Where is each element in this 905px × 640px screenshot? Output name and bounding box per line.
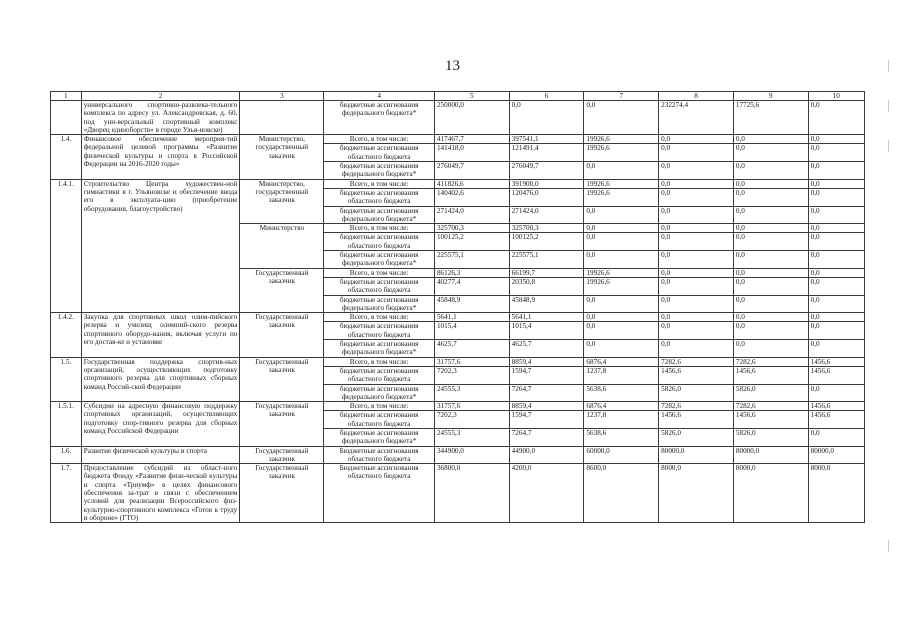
amount-cell: 0,0 (659, 295, 734, 313)
amount-cell: 1456,6 (808, 366, 864, 384)
amount-cell: 0,0 (733, 277, 808, 295)
amount-cell: 7202,3 (434, 366, 509, 384)
amount-cell: 325700,3 (434, 224, 509, 233)
amount-cell: 0,0 (733, 233, 808, 251)
amount-cell: 19926,6 (584, 179, 659, 188)
edge-mark (888, 100, 889, 112)
amount-cell: 31757,6 (434, 402, 509, 411)
amount-cell: 19926,6 (584, 144, 659, 162)
amount-cell: 7202,3 (434, 411, 509, 429)
amount-cell: 0,0 (808, 224, 864, 233)
item-name: Строительство Центра художествен-ной гимнастики в г. Ульяновске и обеспечение ввода его в эксплуата-цию (приобретение оборудования, благоустройство) (81, 179, 240, 312)
amount-cell: 0,0 (808, 322, 864, 340)
funding-source-cell: бюджетные ассигнования областного бюджета (324, 277, 435, 295)
column-header: 8 (659, 92, 734, 101)
amount-cell: 66199,7 (509, 268, 584, 277)
amount-cell: 0,0 (808, 340, 864, 358)
amount-cell: 0,0 (584, 313, 659, 322)
budget-table (50, 91, 865, 523)
amount-cell: 4625,7 (434, 340, 509, 358)
amount-cell: 100125,2 (434, 233, 509, 251)
amount-cell: 0,0 (733, 206, 808, 224)
funding-source-cell: бюджетные ассигнования областного бюджета (324, 188, 435, 206)
amount-cell: 0,0 (659, 233, 734, 251)
amount-cell: 4625,7 (509, 340, 584, 358)
amount-cell: 271424,0 (509, 206, 584, 224)
funding-source-cell: бюджетные ассигнования областного бюджета (324, 322, 435, 340)
amount-cell: 0,0 (584, 162, 659, 180)
funding-source-cell: бюджетные ассигнования областного бюджета (324, 411, 435, 429)
amount-cell: 0,0 (733, 188, 808, 206)
amount-cell: 271424,0 (434, 206, 509, 224)
amount-cell: 7282,6 (659, 357, 734, 366)
table-row (51, 464, 865, 523)
amount-cell: 0,0 (584, 233, 659, 251)
item-name: Предоставление субсидий из област-ного бюджета Фонду «Развитие физи-ческой культуры и спорта «Триумф» в целях финансового обеспечения за-трат в связи с обеспечением условий для реализации Всероссийского физ-культурно-спортивного комплекса «Готов к труду и обороне» (ГТО) (81, 464, 240, 523)
column-header: 7 (584, 92, 659, 101)
amount-cell: 0,0 (659, 224, 734, 233)
executor-cell: Государственный заказчик (240, 402, 324, 446)
amount-cell: 1015,4 (434, 322, 509, 340)
amount-cell: 0,0 (733, 340, 808, 358)
amount-cell: 0,0 (584, 251, 659, 269)
amount-cell: 8600,0 (584, 464, 659, 523)
amount-cell: 100125,2 (509, 233, 584, 251)
funding-source-cell: Всего, в том числе: (324, 224, 435, 233)
edge-mark (888, 540, 889, 552)
amount-cell: 0,0 (733, 179, 808, 188)
amount-cell: 276049,7 (509, 162, 584, 180)
amount-cell: 5641,1 (434, 313, 509, 322)
amount-cell: 0,0 (808, 277, 864, 295)
column-header: 5 (434, 92, 509, 101)
amount-cell: 1237,8 (584, 411, 659, 429)
amount-cell: 20350,8 (509, 277, 584, 295)
edge-mark (888, 140, 889, 152)
amount-cell: 0,0 (659, 313, 734, 322)
item-name: Финансовое обеспечение мероприя-тий федеральной целевой программы «Развитие физической культуры и спорта в Российской Федерации на 2016-2020 годы» (81, 135, 240, 179)
executor-cell: Министерство, государственный заказчик (240, 135, 324, 179)
amount-cell: 80000,0 (733, 446, 808, 464)
executor-cell: Государственный заказчик (240, 357, 324, 401)
amount-cell: 5638,6 (584, 428, 659, 446)
amount-cell: 0,0 (659, 135, 734, 144)
executor-cell: Государственный заказчик (240, 268, 324, 312)
amount-cell: 17725,6 (733, 101, 808, 135)
amount-cell: 0,0 (659, 251, 734, 269)
amount-cell: 344900,0 (434, 446, 509, 464)
amount-cell: 5826,0 (733, 384, 808, 402)
amount-cell: 45848,9 (509, 295, 584, 313)
amount-cell: 0,0 (808, 428, 864, 446)
amount-cell: 0,0 (733, 322, 808, 340)
amount-cell: 250000,0 (434, 101, 509, 135)
amount-cell: 0,0 (584, 322, 659, 340)
amount-cell: 1015,4 (509, 322, 584, 340)
funding-source-cell: Всего, в том числе: (324, 135, 435, 144)
amount-cell: 36800,0 (434, 464, 509, 523)
page-number: 13 (445, 58, 460, 74)
amount-cell: 5638,6 (584, 384, 659, 402)
amount-cell: 0,0 (808, 135, 864, 144)
amount-cell: 0,0 (733, 313, 808, 322)
amount-cell: 80000,0 (659, 446, 734, 464)
amount-cell: 0,0 (659, 144, 734, 162)
amount-cell: 19926,6 (584, 188, 659, 206)
amount-cell: 0,0 (733, 135, 808, 144)
amount-cell: 19926,6 (584, 277, 659, 295)
table-row (51, 179, 865, 188)
amount-cell: 141418,0 (434, 144, 509, 162)
amount-cell: 0,0 (659, 268, 734, 277)
column-header: 3 (240, 92, 324, 101)
item-number: 1.5.1. (51, 402, 82, 446)
funding-source-cell: Всего, в том числе: (324, 179, 435, 188)
amount-cell: 7264,7 (509, 428, 584, 446)
table-row (51, 446, 865, 464)
funding-source-cell: бюджетные ассигнования федерального бюджета* (324, 428, 435, 446)
amount-cell: 19926,6 (584, 135, 659, 144)
item-name: Субсидии на адресную финансовую поддержку спортивных организаций, осуществляющих подготовку спор-тивного резерва для сборных команд Российской Федерации (81, 402, 240, 446)
amount-cell: 1456,6 (808, 357, 864, 366)
amount-cell: 31757,6 (434, 357, 509, 366)
amount-cell: 44900,0 (509, 446, 584, 464)
amount-cell: 0,0 (659, 322, 734, 340)
table-row (51, 101, 865, 135)
funding-source-cell: бюджетные ассигнования федерального бюджета* (324, 384, 435, 402)
item-number: 1.4.2. (51, 313, 82, 357)
funding-source-cell: бюджетные ассигнования федерального бюджета* (324, 101, 435, 135)
amount-cell: 0,0 (808, 188, 864, 206)
item-number: 1.6. (51, 446, 82, 464)
amount-cell: 5641,1 (509, 313, 584, 322)
amount-cell: 8000,0 (808, 464, 864, 523)
amount-cell: 0,0 (659, 188, 734, 206)
amount-cell: 8000,0 (659, 464, 734, 523)
amount-cell: 0,0 (808, 162, 864, 180)
amount-cell: 5826,0 (659, 384, 734, 402)
item-number: 1.7. (51, 464, 82, 523)
amount-cell: 8859,4 (509, 357, 584, 366)
item-name: Закупка для спортивных школ олим-пийского резерва и училищ олимпий-ского резерва спортивного оборудо-вания, включая услуги по его достав-ке и установке (81, 313, 240, 357)
column-header: 2 (81, 92, 240, 101)
amount-cell: 0,0 (808, 384, 864, 402)
item-number: 1.4.1. (51, 179, 82, 312)
item-name: универсального спортивно-развлека-тельного комплекса по адресу ул. Александровская, д. 60, под уни-версальный спортивный комплекс «Дворец единоборств» в городе Улья-новске) (81, 101, 240, 135)
amount-cell: 1456,6 (733, 411, 808, 429)
amount-cell: 0,0 (509, 101, 584, 135)
table-row (51, 357, 865, 366)
amount-cell: 0,0 (733, 251, 808, 269)
amount-cell: 0,0 (808, 144, 864, 162)
funding-source-cell: бюджетные ассигнования областного бюджета (324, 144, 435, 162)
amount-cell: 0,0 (584, 295, 659, 313)
amount-cell: 0,0 (584, 206, 659, 224)
funding-source-cell: Всего, в том числе: (324, 357, 435, 366)
amount-cell: 397541,1 (509, 135, 584, 144)
funding-source-cell: бюджетные ассигнования федерального бюджета* (324, 251, 435, 269)
amount-cell: 5826,0 (659, 428, 734, 446)
amount-cell: 1594,7 (509, 366, 584, 384)
funding-source-cell: бюджетные ассигнования федерального бюджета* (324, 162, 435, 180)
amount-cell: 0,0 (808, 206, 864, 224)
executor-cell: Государственный заказчик (240, 446, 324, 464)
table-row (51, 313, 865, 322)
amount-cell: 0,0 (659, 340, 734, 358)
executor-cell (240, 101, 324, 135)
amount-cell: 0,0 (584, 101, 659, 135)
funding-source-cell: бюджетные ассигнования федерального бюджета* (324, 295, 435, 313)
amount-cell: 80000,0 (808, 446, 864, 464)
amount-cell: 1594,7 (509, 411, 584, 429)
amount-cell: 121491,4 (509, 144, 584, 162)
amount-cell: 24555,3 (434, 384, 509, 402)
funding-source-cell: Бюджетные ассигнования областного бюджета (324, 464, 435, 523)
amount-cell: 0,0 (808, 268, 864, 277)
amount-cell: 0,0 (659, 162, 734, 180)
funding-source-cell: бюджетные ассигнования федерального бюджета* (324, 340, 435, 358)
funding-source-cell: Всего, в том числе: (324, 268, 435, 277)
amount-cell: 7282,6 (733, 357, 808, 366)
amount-cell: 4200,0 (509, 464, 584, 523)
amount-cell: 1237,8 (584, 366, 659, 384)
executor-cell: Государственный заказчик (240, 464, 324, 523)
executor-cell: Министерство, государственный заказчик (240, 179, 324, 223)
amount-cell: 0,0 (659, 179, 734, 188)
amount-cell: 86126,3 (434, 268, 509, 277)
column-header: 1 (51, 92, 82, 101)
edge-mark (888, 60, 889, 72)
amount-cell: 0,0 (584, 340, 659, 358)
amount-cell: 232274,4 (659, 101, 734, 135)
amount-cell: 0,0 (808, 101, 864, 135)
table-row (51, 135, 865, 144)
executor-cell: Министерство (240, 224, 324, 268)
amount-cell: 5826,0 (733, 428, 808, 446)
column-header: 10 (808, 92, 864, 101)
amount-cell: 0,0 (733, 295, 808, 313)
item-name: Развитие физической культуры и спорта (81, 446, 240, 464)
item-number: 1.5. (51, 357, 82, 401)
amount-cell: 225575,1 (434, 251, 509, 269)
amount-cell: 1456,6 (659, 411, 734, 429)
funding-source-cell: бюджетные ассигнования областного бюджета (324, 366, 435, 384)
item-number: 1.4. (51, 135, 82, 179)
amount-cell: 0,0 (733, 268, 808, 277)
column-header: 4 (324, 92, 435, 101)
funding-source-cell: Всего, в том числе: (324, 313, 435, 322)
amount-cell: 24555,3 (434, 428, 509, 446)
amount-cell: 0,0 (733, 224, 808, 233)
amount-cell: 120476,0 (509, 188, 584, 206)
amount-cell: 1456,6 (659, 366, 734, 384)
amount-cell: 7264,7 (509, 384, 584, 402)
item-number (51, 101, 82, 135)
amount-cell: 417467,7 (434, 135, 509, 144)
amount-cell: 7282,6 (733, 402, 808, 411)
funding-source-cell: Бюджетные ассигнования областного бюджета (324, 446, 435, 464)
amount-cell: 0,0 (584, 224, 659, 233)
amount-cell: 0,0 (808, 179, 864, 188)
amount-cell: 45848,9 (434, 295, 509, 313)
amount-cell: 6876,4 (584, 357, 659, 366)
amount-cell: 7282,6 (659, 402, 734, 411)
amount-cell: 6876,4 (584, 402, 659, 411)
amount-cell: 0,0 (808, 295, 864, 313)
amount-cell: 0,0 (659, 277, 734, 295)
amount-cell: 391900,0 (509, 179, 584, 188)
amount-cell: 0,0 (733, 144, 808, 162)
table-row (51, 402, 865, 411)
amount-cell: 0,0 (808, 233, 864, 251)
amount-cell: 1456,6 (733, 366, 808, 384)
item-name: Государственная поддержка спортив-ных организаций, осуществляющих подготовку спортивного резерва для спортивных сборных команд Россий-ской Федерации (81, 357, 240, 401)
amount-cell: 0,0 (733, 162, 808, 180)
funding-source-cell: Всего, в том числе: (324, 402, 435, 411)
column-header: 9 (733, 92, 808, 101)
column-header: 6 (509, 92, 584, 101)
amount-cell: 60000,0 (584, 446, 659, 464)
funding-source-cell: бюджетные ассигнования федерального бюджета* (324, 206, 435, 224)
amount-cell: 276049,7 (434, 162, 509, 180)
amount-cell: 0,0 (659, 206, 734, 224)
amount-cell: 0,0 (808, 251, 864, 269)
funding-source-cell: бюджетные ассигнования областного бюджета (324, 233, 435, 251)
amount-cell: 325700,3 (509, 224, 584, 233)
amount-cell: 225575,1 (509, 251, 584, 269)
amount-cell: 411826,6 (434, 179, 509, 188)
executor-cell: Государственный заказчик (240, 313, 324, 357)
table-body (51, 101, 865, 523)
amount-cell: 8859,4 (509, 402, 584, 411)
amount-cell: 19926,6 (584, 268, 659, 277)
header-row (51, 92, 865, 101)
amount-cell: 8000,0 (733, 464, 808, 523)
amount-cell: 40277,4 (434, 277, 509, 295)
amount-cell: 140402,6 (434, 188, 509, 206)
amount-cell: 1456,6 (808, 402, 864, 411)
amount-cell: 0,0 (808, 313, 864, 322)
amount-cell: 1456,6 (808, 411, 864, 429)
